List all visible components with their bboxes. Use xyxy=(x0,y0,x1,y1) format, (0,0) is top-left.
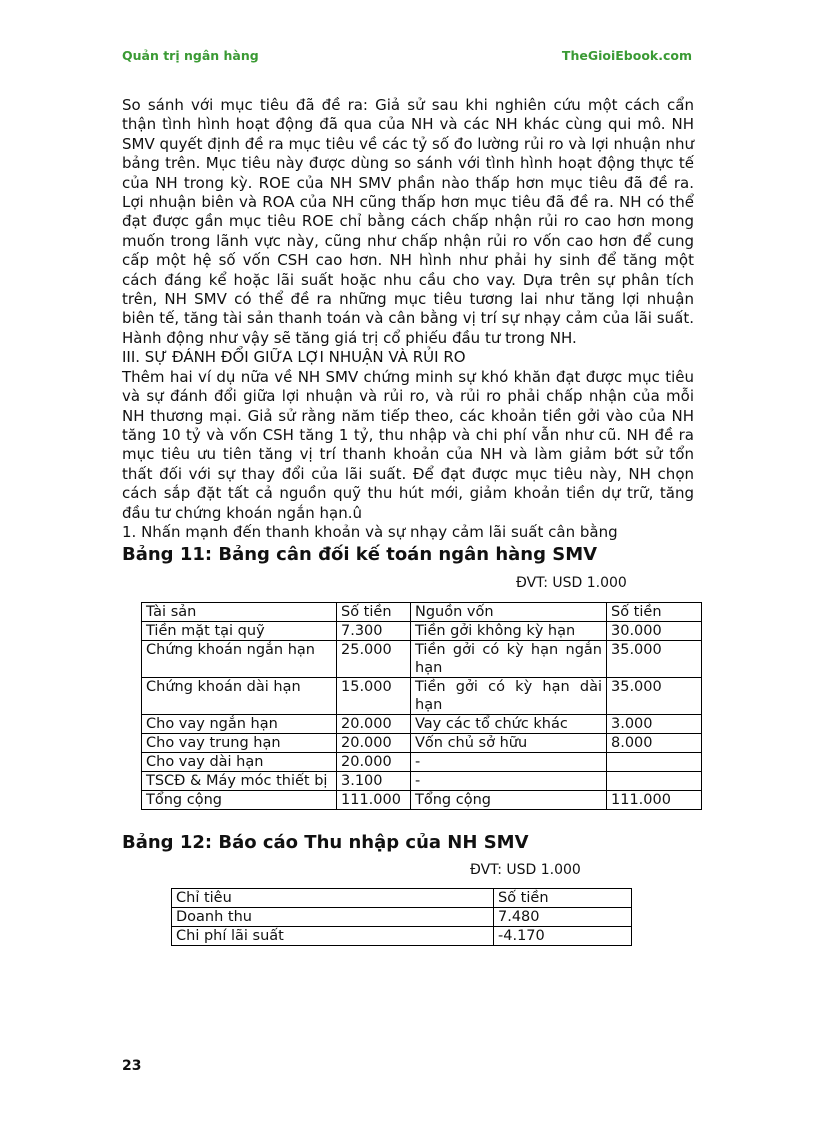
amount-cell: 20.000 xyxy=(337,752,411,771)
table-row xyxy=(142,752,702,771)
paragraph-tradeoff: Thêm hai ví dụ nữa về NH SMV chứng minh sự khó khăn đạt được mục tiêu và sự đánh đổi giữa lợi nhuận và rủi ro, và rủi ro phải chấp nhận của mỗi NH thương mại. Giả sử rằng năm tiếp theo, các khoản tiền gởi vào của NH tăng 10 tỷ và vốn CSH tăng 1 tỷ, thu nhập và chi phí vẫn như cũ. NH đề ra mục tiêu ưu tiên tăng vị trí thanh khoản của NH và làm giảm bớt sử tổn thất đối với sự thay đổi của lãi suất. Để đạt được mục tiêu này, NH chọn cách sắp đặt tất cả nguồn quỹ thu hút mới, giảm khoản tiền dự trữ, tăng đầu tư chứng khoán ngắn hạn.û xyxy=(122,367,694,522)
asset-cell: TSCĐ & Máy móc thiết bị xyxy=(142,771,337,790)
header-assets: Tài sản xyxy=(142,602,337,621)
item-cell: Chi phí lãi suất xyxy=(172,927,494,946)
source-cell: - xyxy=(411,752,607,771)
source-cell: Tiền gởi có kỳ hạn dài hạn xyxy=(411,677,607,714)
table-row xyxy=(142,771,702,790)
source-cell: - xyxy=(411,771,607,790)
table-row xyxy=(142,621,702,640)
amount-cell: 15.000 xyxy=(337,677,411,714)
header-sources: Nguồn vốn xyxy=(411,602,607,621)
header-amount: Số tiền xyxy=(494,889,632,908)
amount-cell: 3.100 xyxy=(337,771,411,790)
header-amount: Số tiền xyxy=(337,602,411,621)
amount-cell: 20.000 xyxy=(337,714,411,733)
table-row xyxy=(142,677,702,714)
table-row xyxy=(172,908,632,927)
amount-cell: 111.000 xyxy=(607,790,702,809)
table-row xyxy=(142,640,702,677)
header-website: TheGioiEbook.com xyxy=(561,48,692,63)
asset-cell: Chứng khoán dài hạn xyxy=(142,677,337,714)
paragraph-comparison: So sánh với mục tiêu đã đề ra: Giả sử sau khi nghiên cứu một cách cẩn thận tình hình hoạt động đã qua của NH và các NH khác cùng qui mô. NH SMV quyết định đề ra mục tiêu về các tỷ số đo lường rủi ro và lợi nhuận như bảng trên. Mục tiêu này được dùng so sánh với tình hình hoạt động thực tế của NH trong kỳ. ROE của NH SMV phần nào thấp hơn mục tiêu đã đề ra. Lợi nhuận biên và ROA của NH cũng thấp hơn mục tiêu đã đề ra. NH có thể đạt được gần mục tiêu ROE chỉ bằng cách chấp nhận rủi ro cao hơn mong muốn trong lãnh vực này, cũng như chấp nhận rủi ro vốn cao hơn để cung cấp một hệ số vốn CSH cao hơn. NH hình như phải hy sinh để tăng một cách đáng kể hoặc lãi suất hoặc nhu cầu cho vay. Dựa trên sự phân tích trên, NH SMV có thể đề ra những mục tiêu tương lai như tăng lợi nhuận biên tế, tăng tài sản thanh toán và cân bằng vị trí sự nhạy cảm của lãi suất. Hành động như vậy sẽ tăng giá trị cổ phiếu đầu tư trong NH. xyxy=(122,96,694,347)
amount-cell: 8.000 xyxy=(607,733,702,752)
asset-cell: Cho vay ngắn hạn xyxy=(142,714,337,733)
amount-cell: 30.000 xyxy=(607,621,702,640)
table-12-unit: ĐVT: USD 1.000 xyxy=(470,861,581,878)
item-cell: Doanh thu xyxy=(172,908,494,927)
amount-cell: -4.170 xyxy=(494,927,632,946)
amount-cell xyxy=(607,752,702,771)
amount-cell xyxy=(607,771,702,790)
asset-cell: Chứng khoán ngắn hạn xyxy=(142,640,337,677)
amount-cell: 3.000 xyxy=(607,714,702,733)
amount-cell: 7.480 xyxy=(494,908,632,927)
amount-cell: 7.300 xyxy=(337,621,411,640)
asset-cell: Cho vay trung hạn xyxy=(142,733,337,752)
table-12-title: Bảng 12: Báo cáo Thu nhập của NH SMV xyxy=(122,831,529,853)
source-cell: Tiền gởi không kỳ hạn xyxy=(411,621,607,640)
page-body xyxy=(122,96,694,946)
source-cell: Vốn chủ sở hữu xyxy=(411,733,607,752)
income-statement-table xyxy=(171,888,632,946)
header-book-title: Quản trị ngân hàng xyxy=(122,48,259,63)
source-cell: Vay các tổ chức khác xyxy=(411,714,607,733)
table-row xyxy=(142,733,702,752)
asset-cell: Tiền mặt tại quỹ xyxy=(142,621,337,640)
table-row xyxy=(172,927,632,946)
asset-cell: Tổng cộng xyxy=(142,790,337,809)
section-heading: III. SỰ ĐÁNH ĐỔI GIỮA LỢI NHUẬN VÀ RỦI RO xyxy=(122,348,466,367)
balance-sheet-table xyxy=(141,602,702,810)
amount-cell: 35.000 xyxy=(607,677,702,714)
amount-cell: 35.000 xyxy=(607,640,702,677)
table-11-unit: ĐVT: USD 1.000 xyxy=(516,575,627,592)
source-cell: Tổng cộng xyxy=(411,790,607,809)
page-number: 23 xyxy=(122,1058,142,1074)
amount-cell: 111.000 xyxy=(337,790,411,809)
amount-cell: 20.000 xyxy=(337,733,411,752)
header-item: Chỉ tiêu xyxy=(172,889,494,908)
table-total-row xyxy=(142,790,702,809)
amount-cell: 25.000 xyxy=(337,640,411,677)
table-row xyxy=(142,714,702,733)
table-header-row xyxy=(142,602,702,621)
source-cell: Tiền gởi có kỳ hạn ngắn hạn xyxy=(411,640,607,677)
header-amount: Số tiền xyxy=(607,602,702,621)
asset-cell: Cho vay dài hạn xyxy=(142,752,337,771)
table-11-title: Bảng 11: Bảng cân đối kế toán ngân hàng SMV xyxy=(122,544,598,566)
table-header-row xyxy=(172,889,632,908)
list-item-1: 1. Nhấn mạnh đến thanh khoản và sự nhạy cảm lãi suất cân bằng xyxy=(122,522,618,541)
